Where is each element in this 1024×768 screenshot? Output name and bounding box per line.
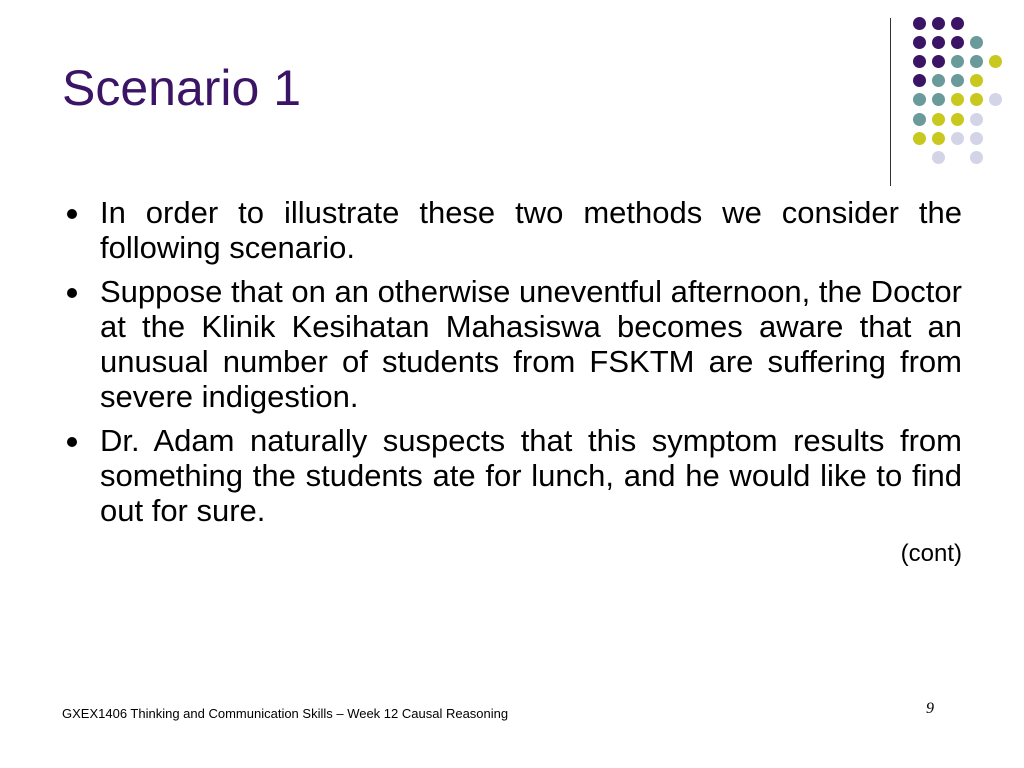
- decorative-dot: [913, 55, 926, 68]
- decorative-dot: [932, 36, 945, 49]
- decorative-dot: [951, 132, 964, 145]
- bullet-item: [62, 274, 962, 414]
- decorative-dot: [951, 113, 964, 126]
- decorative-dot: [970, 113, 983, 126]
- decorative-dot: [932, 17, 945, 30]
- decorative-dot: [932, 74, 945, 87]
- decorative-dot: [951, 55, 964, 68]
- bullet-item: [62, 195, 962, 265]
- decorative-dot: [913, 93, 926, 106]
- bullet-text: Suppose that on an otherwise uneventful afternoon, the Doctor at the Klinik Kesihatan Mahasiswa becomes aware that an unusual number of students from FSKTM are suffering from severe indigestion.: [100, 274, 962, 414]
- decorative-dot: [913, 17, 926, 30]
- decorative-dot: [932, 55, 945, 68]
- decorative-dot: [970, 55, 983, 68]
- bullet-list: [62, 195, 962, 537]
- decorative-dot-grid: [0, 0, 1024, 200]
- decorative-dot: [989, 55, 1002, 68]
- decorative-dot: [951, 74, 964, 87]
- slide-footer: GXEX1406 Thinking and Communication Skills – Week 12 Causal Reasoning: [62, 706, 509, 721]
- bullet-marker: [67, 437, 77, 447]
- decorative-dot: [951, 17, 964, 30]
- decorative-dot: [932, 113, 945, 126]
- decorative-dot: [951, 93, 964, 106]
- decorative-dot: [913, 132, 926, 145]
- slide-title: Scenario 1: [62, 60, 302, 116]
- page-number: 9: [926, 700, 934, 717]
- decorative-dot: [951, 36, 964, 49]
- decorative-dot: [970, 74, 983, 87]
- decorative-dot: [913, 36, 926, 49]
- continuation-note: (cont): [900, 540, 962, 567]
- bullet-text: Dr. Adam naturally suspects that this symptom results from something the students ate for lunch, and he would like to find out for sure.: [100, 423, 962, 528]
- title-divider-line: [890, 18, 891, 186]
- bullet-item: [62, 423, 962, 528]
- bullet-marker: [67, 209, 77, 219]
- bullet-text: In order to illustrate these two methods we consider the following scenario.: [100, 195, 962, 265]
- bullet-marker: [67, 288, 77, 298]
- decorative-dot: [932, 132, 945, 145]
- decorative-dot: [932, 151, 945, 164]
- decorative-dot: [970, 36, 983, 49]
- decorative-dot: [913, 113, 926, 126]
- decorative-dot: [970, 132, 983, 145]
- decorative-dot: [932, 93, 945, 106]
- decorative-dot: [989, 93, 1002, 106]
- decorative-dot: [913, 74, 926, 87]
- decorative-dot: [970, 151, 983, 164]
- decorative-dot: [970, 93, 983, 106]
